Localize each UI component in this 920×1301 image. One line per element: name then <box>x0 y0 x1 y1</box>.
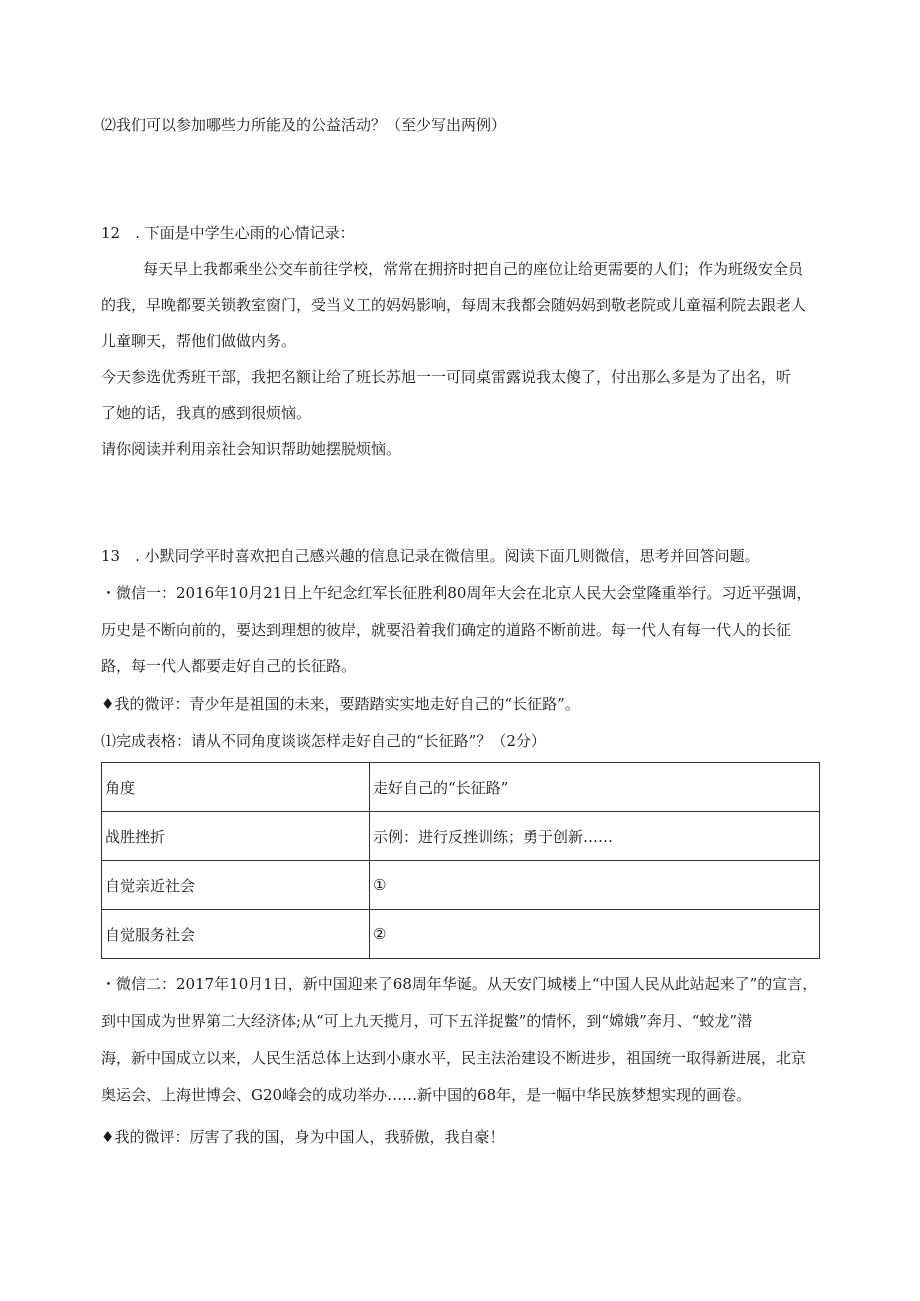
wechat1-line: ・微信一：2016年10月21日上午纪念红军长征胜利80周年大会在北京人民大会堂隆重举行。习近平强调， <box>101 584 812 602</box>
table-cell: 自觉服务社会 <box>102 910 370 959</box>
answer-table <box>101 762 820 959</box>
q12-paragraph-line: 儿童聊天，帮他们做做内务。 <box>101 332 297 350</box>
table-row <box>102 861 820 910</box>
wechat1-line: 历史是不断向前的，要达到理想的彼岸，就要沿着我们确定的道路不断前进。每一代人有每一代人的长征 <box>101 621 792 639</box>
q12-paragraph-line: 的我，早晚都要关锁教室窗门，受当义工的妈妈影响，每周末我都会随妈妈到敬老院或儿童福利院去跟老人 <box>101 296 807 314</box>
table-header-cell: 走好自己的“长征路” <box>370 763 820 812</box>
table-cell: 示例：进行反挫训练；勇于创新…… <box>370 812 820 861</box>
q11-part2-question: ⑵我们可以参加哪些力所能及的公益活动？（至少写出两例） <box>101 116 507 134</box>
table-row <box>102 910 820 959</box>
wechat2-line: 奥运会、上海世博会、G20峰会的成功举办……新中国的68年，是一幅中华民族梦想实现的画卷。 <box>101 1086 752 1104</box>
q13-part1-question: ⑴完成表格：请从不同角度谈谈怎样走好自己的“长征路”？（2分） <box>101 732 546 750</box>
wechat2-line: 到中国成为世界第二大经济体;从“可上九天揽月，可下五洋捉鳖”的情怀，到“嫦娥”奔月、“蛟龙”潜 <box>101 1012 753 1030</box>
table-cell: ① <box>370 861 820 910</box>
wechat2-line: ・微信二：2017年10月1日，新中国迎来了68周年华诞。从天安门城楼上“中国人民从此站起来了”的宣言， <box>101 975 818 993</box>
q12-paragraph-line: 每天早上我都乘坐公交车前往学校，常常在拥挤时把自己的座位让给更需要的人们；作为班级安全员 <box>143 260 804 278</box>
table-cell: 自觉亲近社会 <box>102 861 370 910</box>
q12-paragraph-line: 了她的话，我真的感到很烦恼。 <box>101 404 312 422</box>
q12-title: 12 . 下面是中学生心雨的心情记录： <box>101 224 355 242</box>
table-header-row <box>102 763 820 812</box>
q12-paragraph-line: 今天参选优秀班干部，我把名额让给了班长苏旭一一可同桌雷露说我太傻了，付出那么多是为了出名，听 <box>101 368 792 386</box>
comment2: ♦我的微评：厉害了我的国，身为中国人，我骄傲，我自豪！ <box>101 1128 505 1146</box>
table-cell: 战胜挫折 <box>102 812 370 861</box>
q13-title: 13 . 小默同学平时喜欢把自己感兴趣的信息记录在微信里。阅读下面几则微信，思考并回答问题。 <box>101 547 760 565</box>
wechat2-line: 海，新中国成立以来，人民生活总体上达到小康水平，民主法治建设不断进步，祖国统一取得新进展，北京 <box>101 1049 807 1067</box>
table-row <box>102 812 820 861</box>
comment1: ♦我的微评：青少年是祖国的未来，要踏踏实实地走好自己的“长征路”。 <box>101 695 580 713</box>
q12-instruction: 请你阅读并利用亲社会知识帮助她摆脱烦恼。 <box>101 440 402 458</box>
table-header-cell: 角度 <box>102 763 370 812</box>
wechat1-line: 路，每一代人都要走好自己的长征路。 <box>101 657 357 675</box>
table-cell: ② <box>370 910 820 959</box>
